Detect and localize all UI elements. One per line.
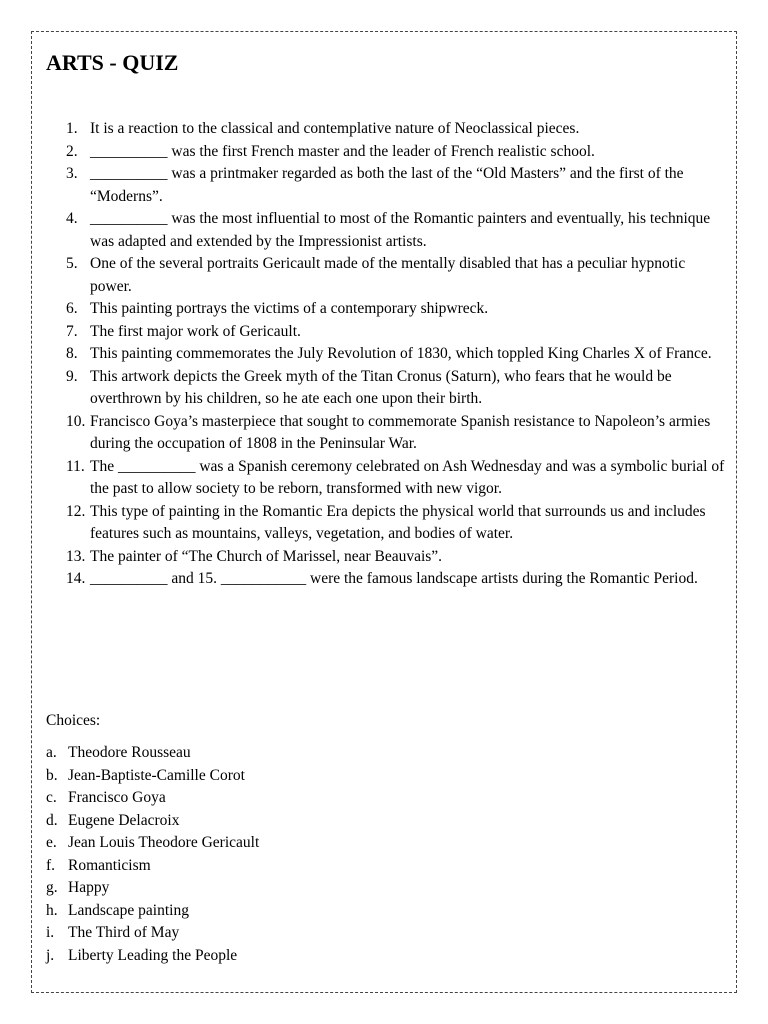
choice-letter: i. — [46, 924, 55, 941]
choice-text: Eugene Delacroix — [68, 811, 180, 829]
question-item — [66, 163, 726, 208]
question-item — [66, 568, 726, 591]
choice-text: Happy — [68, 879, 110, 896]
question-text: The painter of “The Church of Marissel, near Beauvais”. — [90, 547, 443, 565]
question-text: It is a reaction to the classical and contemplative nature of Neoclassical pieces. — [90, 120, 580, 137]
question-number: 6. — [66, 300, 78, 317]
question-item — [66, 501, 726, 546]
choice-text: Landscape painting — [68, 901, 189, 919]
question-text: This artwork depicts the Greek myth of the Titan Cronus (Saturn), who fears that he would be overthrown by his children, so he ate each one upon their birth. — [90, 367, 672, 407]
question-number: 3. — [66, 165, 78, 182]
choice-item — [46, 922, 259, 945]
choice-item — [46, 945, 259, 968]
choice-item — [46, 877, 259, 900]
question-number: 14. — [66, 570, 86, 587]
choices-list — [46, 742, 259, 967]
question-number: 7. — [66, 322, 78, 340]
question-number: 9. — [66, 367, 78, 385]
choice-letter: e. — [46, 834, 57, 851]
choice-letter: c. — [46, 789, 57, 806]
choice-text: Theodore Rousseau — [68, 744, 191, 761]
question-text: __________ and 15. ___________ were the famous landscape artists during the Romantic Period. — [90, 570, 698, 587]
question-text: __________ was the most influential to most of the Romantic painters and eventually, his technique was adapted and extended by the Impressionist artists. — [90, 210, 711, 250]
choice-item — [46, 765, 259, 788]
question-number: 2. — [66, 142, 78, 160]
question-number: 4. — [66, 210, 78, 227]
question-text: The first major work of Gericault. — [90, 322, 301, 340]
question-item — [66, 253, 726, 298]
choice-item — [46, 742, 259, 765]
choice-text: Francisco Goya — [68, 789, 166, 806]
choice-letter: f. — [46, 856, 56, 874]
choice-letter: g. — [46, 879, 58, 896]
choices-label: Choices: — [46, 712, 101, 729]
question-text: __________ was a printmaker regarded as both the last of the “Old Masters” and the first of the “Moderns”. — [90, 165, 684, 205]
question-text: Francisco Goya’s masterpiece that sought to commemorate Spanish resistance to Napoleon’s armies during the occupation of 1808 in the Peninsular War. — [90, 412, 711, 452]
choice-text: Romanticism — [68, 856, 151, 874]
choice-item — [46, 855, 259, 878]
choice-item — [46, 810, 259, 833]
question-item — [66, 456, 726, 501]
question-text: This painting portrays the victims of a contemporary shipwreck. — [90, 300, 489, 317]
page-title: ARTS - QUIZ — [46, 50, 179, 75]
question-number: 8. — [66, 345, 78, 362]
question-text: This painting commemorates the July Revolution of 1830, which toppled King Charles X of France. — [90, 345, 712, 362]
question-list — [66, 118, 726, 591]
choice-text: Liberty Leading the People — [68, 946, 238, 964]
choice-text: The Third of May — [68, 924, 180, 941]
question-item — [66, 208, 726, 253]
question-number: 5. — [66, 255, 78, 272]
choice-text: Jean-Baptiste-Camille Corot — [68, 766, 245, 784]
choice-letter: b. — [46, 766, 58, 784]
question-item — [66, 411, 726, 456]
choice-item — [46, 832, 259, 855]
question-number: 10. — [66, 412, 86, 430]
question-number: 13. — [66, 547, 86, 565]
choice-item — [46, 787, 259, 810]
question-item — [66, 546, 726, 569]
question-text: __________ was the first French master and the leader of French realistic school. — [90, 142, 595, 160]
question-text: This type of painting in the Romantic Era depicts the physical world that surrounds us and includes features such as mountains, valleys, vegetation, and bodies of water. — [90, 502, 706, 542]
choice-letter: d. — [46, 811, 58, 829]
question-item — [66, 343, 726, 366]
question-text: The __________ was a Spanish ceremony celebrated on Ash Wednesday and was a symbolic burial of the past to allow society to be reborn, transformed with new vigor. — [90, 457, 725, 497]
question-text: One of the several portraits Gericault made of the mentally disabled that has a peculiar hypnotic power. — [90, 255, 686, 295]
choice-letter: j. — [46, 946, 55, 964]
question-item — [66, 118, 726, 141]
question-number: 12. — [66, 502, 86, 520]
question-item — [66, 298, 726, 321]
choice-item — [46, 900, 259, 923]
choice-text: Jean Louis Theodore Gericault — [68, 834, 260, 851]
question-item — [66, 141, 726, 164]
question-item — [66, 366, 726, 411]
question-number: 1. — [66, 120, 78, 137]
question-item — [66, 321, 726, 344]
choice-letter: h. — [46, 901, 58, 919]
choice-letter: a. — [46, 744, 57, 761]
question-number: 11. — [66, 457, 85, 475]
